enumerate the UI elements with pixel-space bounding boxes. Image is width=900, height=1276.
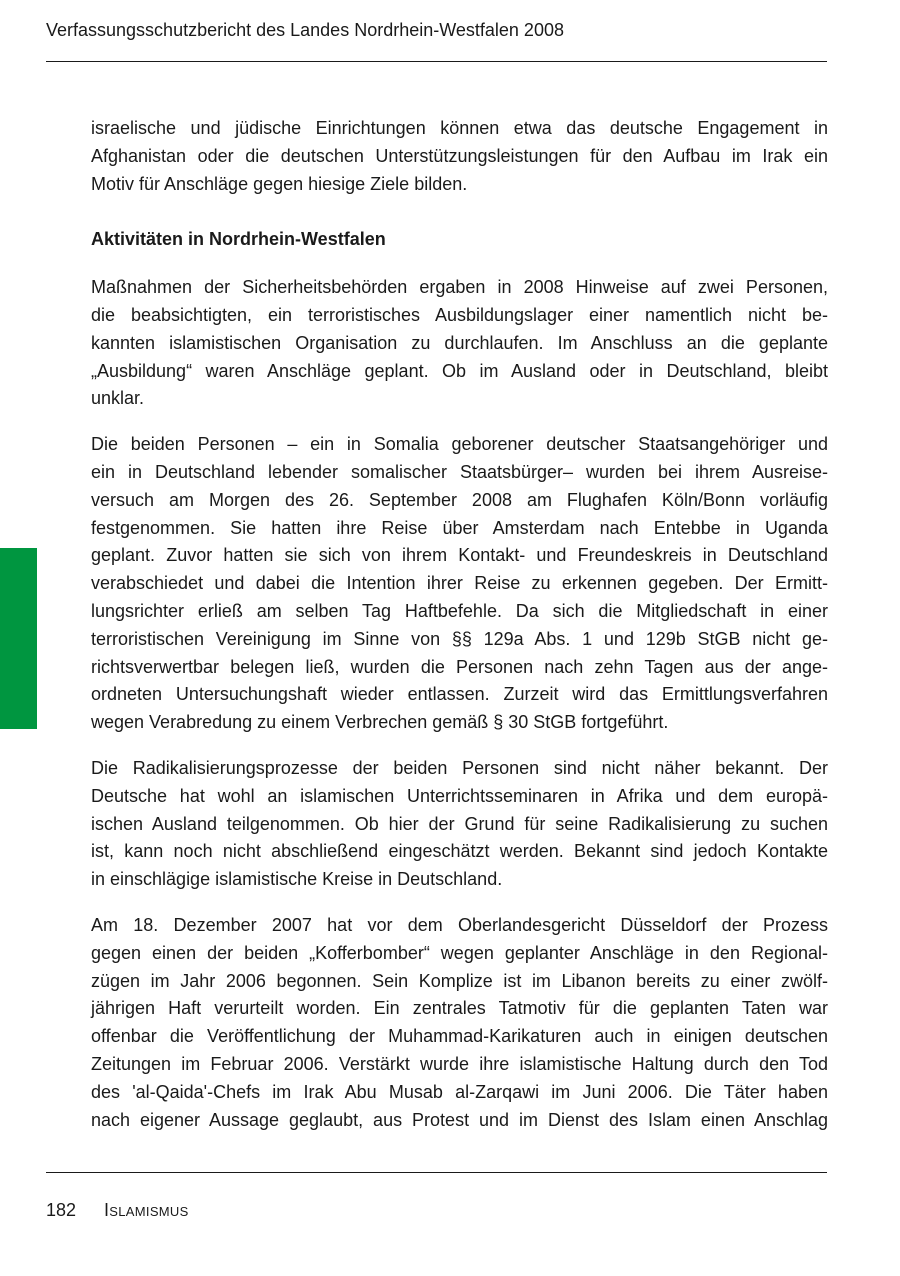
text-line: unklar. (91, 388, 145, 409)
text-line: verabschiedet und dabei die Intention ihrer Reise zu erkennen gegeben. Der Ermitt- (91, 573, 828, 594)
text-line: ein in Deutschland lebender somalischer Staatsbürger– wurden bei ihrem Ausreise- (91, 461, 828, 482)
text-line: des 'al-Qaida'-Chefs im Irak Abu Musab al-Zarqawi im Juni 2006. Die Täter haben (91, 1081, 828, 1102)
text-line: Motiv für Anschläge gegen hiesige Ziele bilden. (91, 173, 468, 194)
text-line: jährigen Haft verurteilt worden. Ein zentrales Tatmotiv für die geplanten Taten war (91, 998, 828, 1019)
paragraph-5 (91, 912, 828, 1134)
page-number: 182 (46, 1200, 77, 1220)
text-line: ist, kann noch nicht abschließend eingeschätzt werden. Bekannt sind jedoch Kontakte (91, 841, 828, 862)
text-line: terroristischen Vereinigung im Sinne von §§ 129a Abs. 1 und 129b StGB nicht ge- (91, 628, 828, 649)
text-line: versuch am Morgen des 26. September 2008 am Flughafen Köln/Bonn vorläufig (91, 489, 828, 510)
page-footer (46, 1198, 189, 1222)
page-body (91, 115, 828, 1152)
text-line: israelische und jüdische Einrichtungen können etwa das deutsche Engagement in (91, 118, 828, 138)
text-line: Afghanistan oder die deutschen Unterstützungsleistungen für den Aufbau im Irak ein (91, 145, 828, 166)
paragraph-1 (91, 115, 828, 198)
section-color-tab (0, 548, 37, 729)
text-line: offenbar die Veröffentlichung der Muhammad-Karikaturen auch in einigen deutschen (91, 1026, 828, 1047)
header-rule (46, 61, 827, 62)
text-line: Die Radikalisierungsprozesse der beiden Personen sind nicht näher bekannt. Der (91, 757, 828, 778)
text-line: Deutsche hat wohl an islamischen Unterrichtsseminaren in Afrika und dem europä- (91, 785, 828, 806)
text-line: ordneten Untersuchungshaft wieder entlassen. Zurzeit wird das Ermittlungsverfahren (91, 684, 828, 705)
text-line: lungsrichter erließ am selben Tag Haftbefehle. Da sich die Mitgliedschaft in einer (91, 600, 828, 621)
text-line: Am 18. Dezember 2007 hat vor dem Oberlandesgericht Düsseldorf der Prozess (91, 914, 828, 935)
text-line: Maßnahmen der Sicherheitsbehörden ergaben in 2008 Hinweise auf zwei Personen, (91, 277, 828, 298)
text-line: geplant. Zuvor hatten sie sich von ihrem Kontakt- und Freundeskreis in Deutschland (91, 545, 828, 566)
text-line: Zeitungen im Februar 2006. Verstärkt wurde ihre islamistische Haltung durch den Tod (91, 1053, 828, 1074)
footer-rule (46, 1172, 827, 1173)
text-line: gegen einen der beiden „Kofferbomber“ wegen geplanter Anschläge in den Regional- (91, 942, 828, 963)
text-line: ischen Ausland teilgenommen. Ob hier der Grund für seine Radikalisierung zu suchen (91, 813, 828, 834)
text-line: in einschlägige islamistische Kreise in Deutschland. (91, 869, 503, 890)
text-line: zügen im Jahr 2006 begonnen. Sein Komplize ist im Libanon bereits zu einer zwölf- (91, 970, 828, 991)
running-title: Verfassungsschutzbericht des Landes Nordrhein-Westfalen 2008 (46, 20, 564, 40)
text-line: die beabsichtigten, ein terroristisches Ausbildungslager einer namentlich nicht be- (91, 304, 828, 325)
section-heading: Aktivitäten in Nordrhein-Westfalen (91, 229, 386, 250)
text-line: Die beiden Personen – ein in Somalia geborener deutscher Staatsangehöriger und (91, 434, 828, 455)
text-line: richtsverwertbar belegen ließ, wurden die Personen nach zehn Tagen aus der ange- (91, 656, 828, 677)
paragraph-3 (91, 431, 828, 737)
paragraph-4 (91, 755, 828, 894)
text-line: kannten islamistischen Organisation zu durchlaufen. Im Anschluss an die geplante (91, 332, 828, 353)
text-line: „Ausbildung“ waren Anschläge geplant. Ob im Ausland oder in Deutschland, bleibt (91, 360, 828, 381)
text-line: festgenommen. Sie hatten ihre Reise über Amsterdam nach Entebbe in Uganda (91, 517, 828, 538)
text-line: nach eigener Aussage geglaubt, aus Protest und im Dienst des Islam einen Anschlag (91, 1109, 828, 1130)
text-line: wegen Verabredung zu einem Verbrechen gemäß § 30 StGB fortgeführt. (91, 712, 669, 733)
section-name: Islamismus (104, 1200, 189, 1220)
paragraph-2 (91, 274, 828, 413)
